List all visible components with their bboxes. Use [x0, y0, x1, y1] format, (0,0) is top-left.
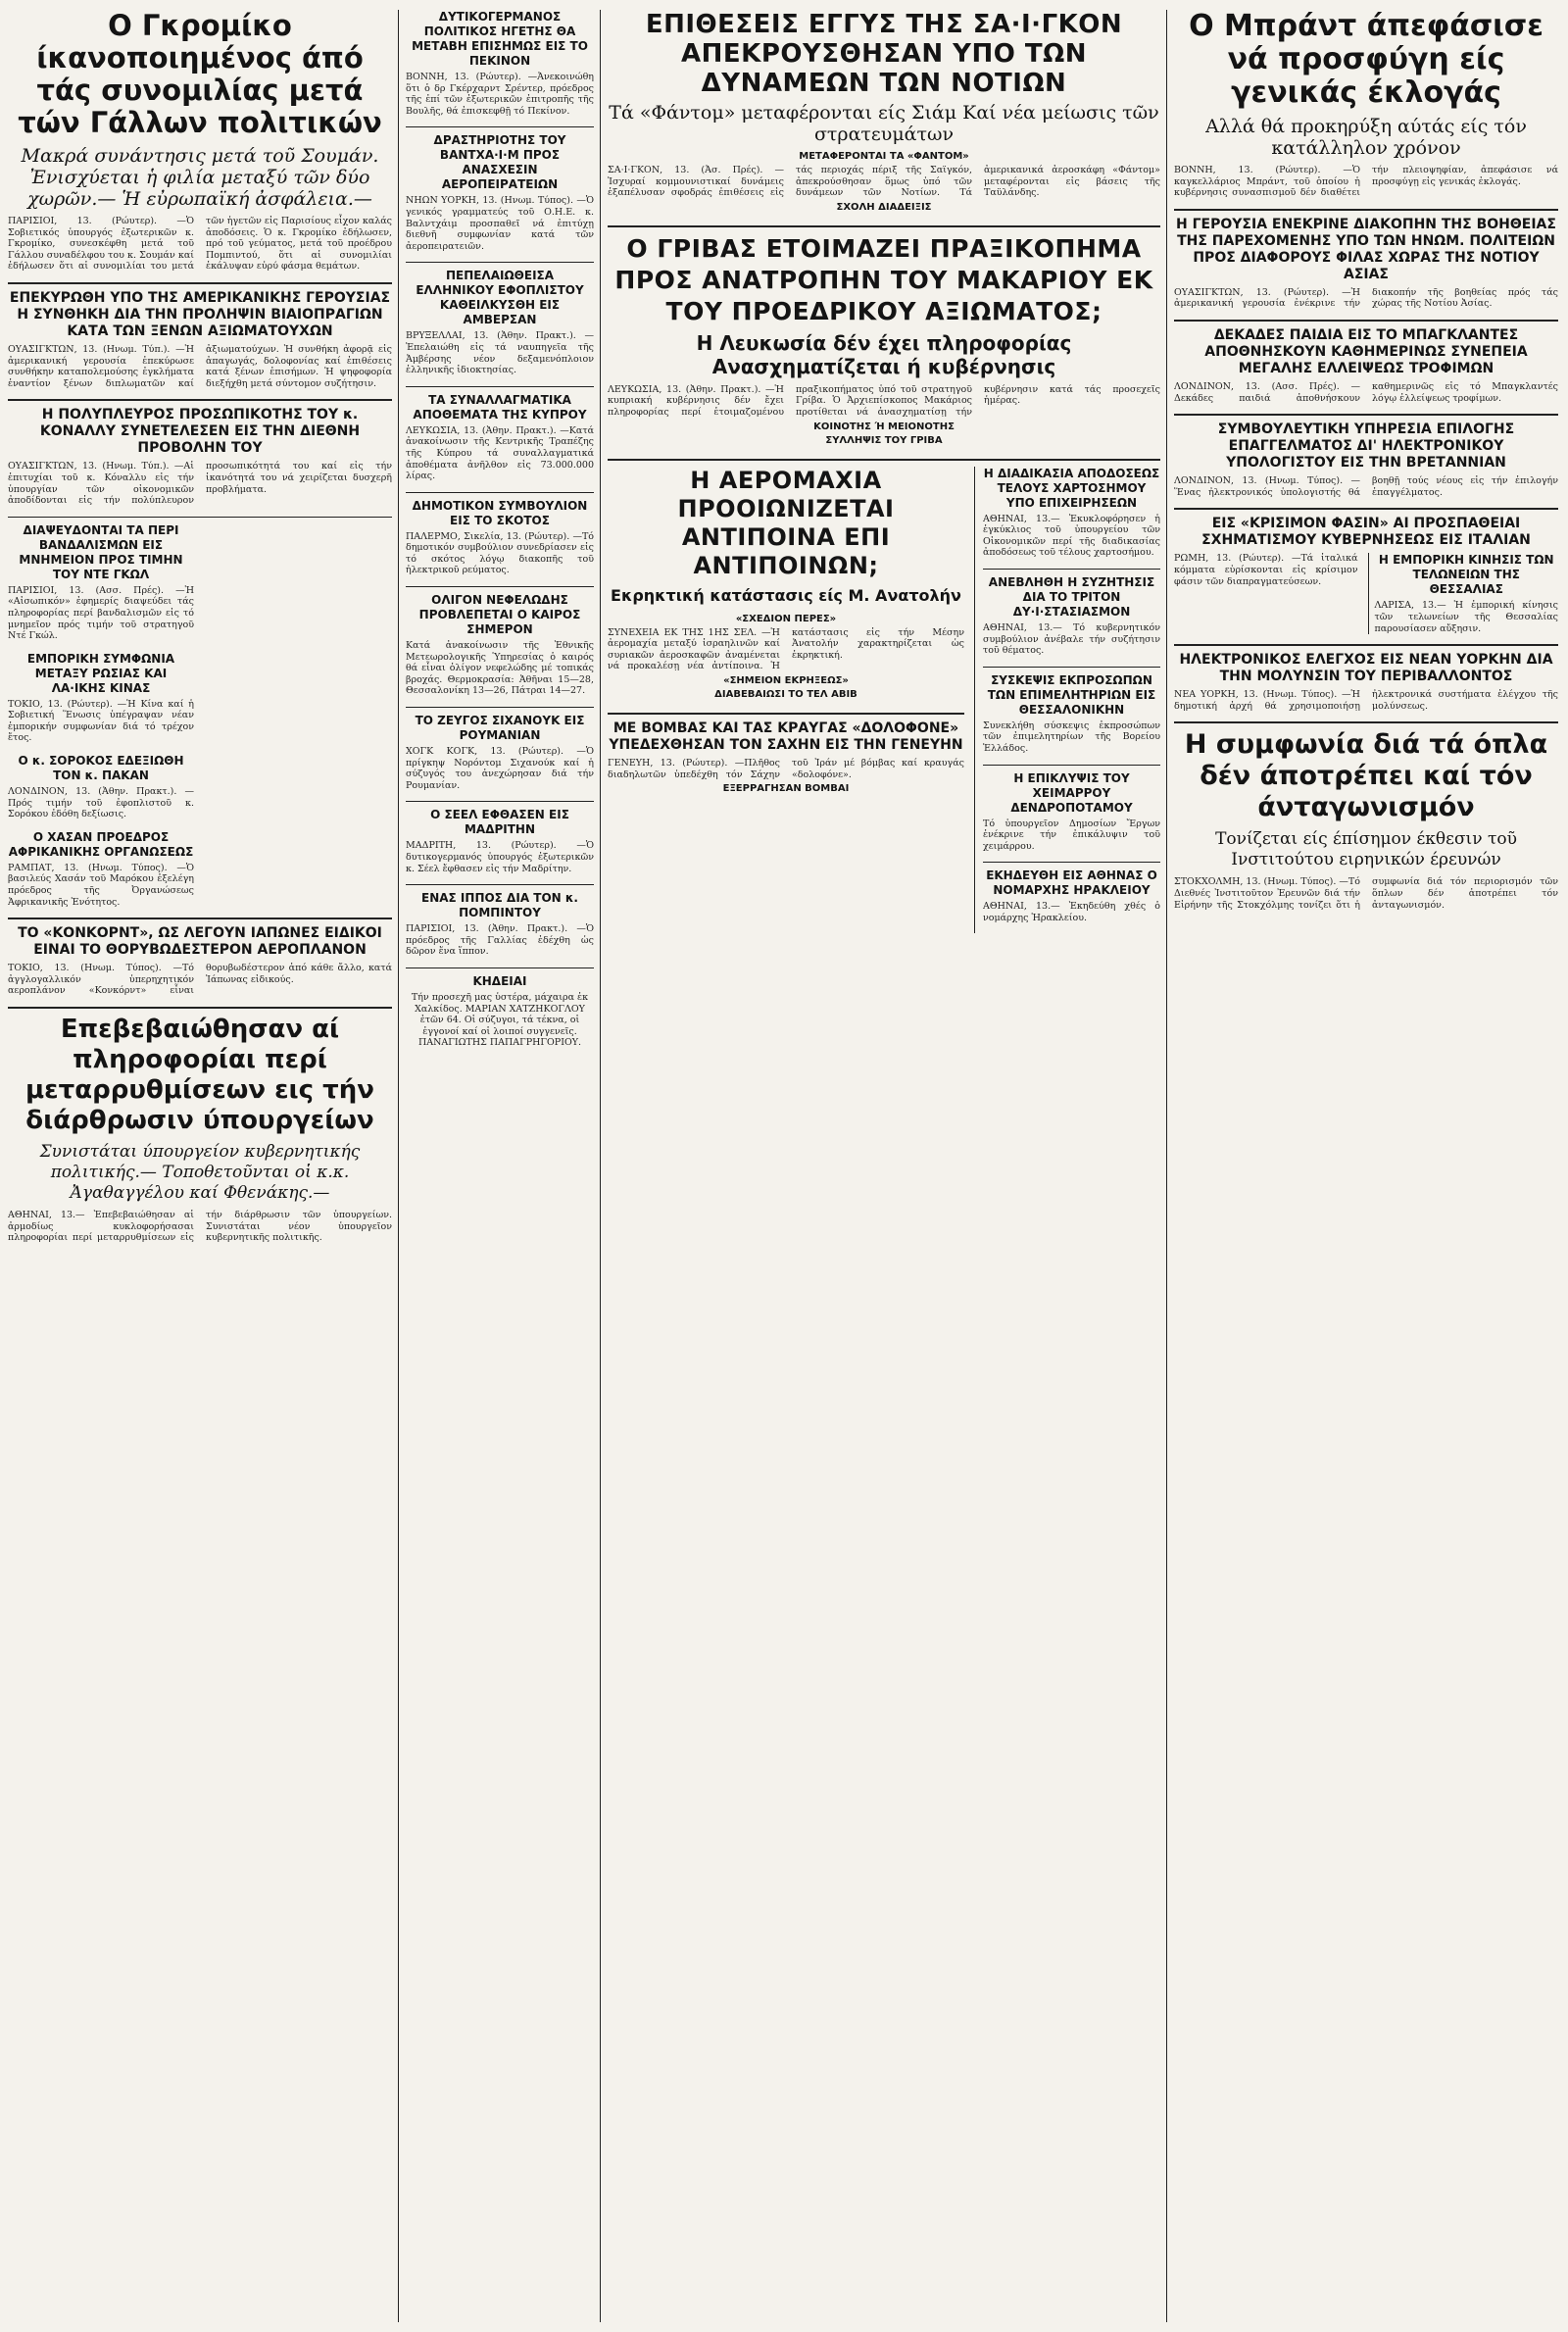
headline: ΔΕΚΑΔΕΣ ΠΑΙΔΙΑ ΕΙΣ ΤΟ ΜΠΑΓΚΛΑΝΤΕΣ ΑΠΟΘΝΗΣΚΟΥΝ ΚΑΘΗΜΕΡΙΝΩΣ ΣΥΝΕΠΕΙΑ ΜΕΓΑΛΗΣ ΕΛΛΕΙΨΕΩΣ ΤΡΟΦΙΜΩΝ — [1204, 326, 1528, 376]
subheadline: Μακρά συνάντησις μετά τοῦ Σουμάν. Ἐνισχύεται ἡ φιλία μεταξύ τῶν δύο χωρῶν.— Ἡ εὐρωπαϊκή ἀσφάλεια.— — [21, 145, 379, 210]
section-subhead: ΣΥΛΛΗΨΙΣ ΤΟΥ ΓΡΙΒΑ — [825, 434, 943, 446]
article-body: ΛΑΡΙΣΑ, 13.— Ἡ ἐμπορική κίνησις τῶν τελωνείων τῆς Θεσσαλίας παρουσίασεν αὔξησιν. — [1374, 600, 1558, 634]
article-new-york — [1174, 652, 1558, 712]
funeral-notices — [406, 974, 594, 1049]
article-body: ΝΕΑ ΥΟΡΚΗ, 13. (Ηνωμ. Τύπος). —Ἡ δημοτική ἀρχή θά χρησιμοποιήσῃ ἠλεκτρονικά συστήματα ἐλέγχου τῆς μολύνσεως. — [1174, 689, 1558, 712]
article-antwerp — [406, 269, 594, 375]
article-grivas — [608, 233, 1160, 449]
article-career-computer — [1174, 422, 1558, 498]
headline: ΕΝΑΣ ΙΠΠΟΣ ΔΙΑ ΤΟΝ κ. ΠΟΜΠΙΝΤΟΥ — [421, 891, 578, 920]
column-5 — [1174, 10, 1558, 2322]
subheadline: Αλλά θά προκηρύξη αύτάς είς τόν κατάλληλον χρόνον — [1205, 116, 1527, 159]
headline: ΔΗΜΟΤΙΚΟΝ ΣΥΜΒΟΥΛΙΟΝ ΕΙΣ ΤΟ ΣΚΟΤΟΣ — [412, 498, 588, 527]
headline: Επεβεβαιώθησαν αί πληροφορίαι περί μεταρρυθμίσεων εις τήν διάρθρωσιν ύπουργείων — [25, 1015, 374, 1135]
section-subhead: ΕΞΕΡΡΑΓΗΣΑΝ ΒΟΜΒΑΙ — [722, 783, 850, 795]
article-ministries — [8, 1015, 392, 1244]
section-subhead: ΚΟΙΝΟΤΗΣ Ή ΜΕΙΟΝΟΤΗΣ — [813, 421, 955, 432]
article-heraklion — [983, 868, 1160, 923]
article-hassan — [8, 830, 194, 908]
column-2 — [406, 10, 594, 2322]
headline: ΔΥΤΙΚΟΓΕΡΜΑΝΟΣ ΠΟΛΙΤΙΚΟΣ ΗΓΕΤΗΣ ΘΑ ΜΕΤΑΒΗ ΕΠΙΣΗΜΩΣ ΕΙΣ ΤΟ ΠΕΚΙΝΟΝ — [412, 10, 588, 68]
headline: Η ΠΟΛΥΠΛΕΥΡΟΣ ΠΡΟΣΩΠΙΚΟΤΗΣ ΤΟΥ κ. ΚΟΝΑΛΛΥ ΣΥΝΕΤΕΛΕΣΕΝ ΕΙΣ ΤΗΝ ΔΙΕΘΝΗ ΠΡΟΒΟΛΗΝ ΤΟΥ — [39, 407, 361, 457]
article-body: ΤΟΚΙΟ, 13. (Ηνωμ. Τύπος). —Τό ἀγγλογαλλικόν ὑπερηχητικόν αεροπλάνον «Κονκόρντ» εἶναι θορυβωδέστερον ἀπό κάθε ἄλλο, κατά Ἰάπωνας εἰδικούς. — [8, 963, 392, 997]
article-cyprus-reserves — [406, 393, 594, 482]
article-body: ΠΑΡΙΣΙΟΙ, 13. (Ἀθην. Πρακτ.). —Ὁ πρόεδρος τῆς Γαλλίας ἐδέχθη ὡς δῶρον ἕνα ἵππον. — [406, 923, 594, 958]
article-body: Τό ὑπουργεῖον Δημοσίων Ἔργων ἐνέκρινε τήν ἐπικάλυψιν τοῦ χειμάρρου. — [982, 818, 1160, 852]
lower-center-left — [608, 467, 964, 934]
article-pompidou-horse — [406, 891, 594, 958]
column-3 — [608, 10, 1160, 2322]
article-body: Κατά ἀνακοίνωσιν τῆς Ἐθνικῆς Μετεωρολογικῆς Ὑπηρεσίας ὁ καιρός θά εἶναι ὀλίγον νεφελώδης μέ τοπικάς βροχάς. Θερμοκρασία: Ἀθῆναι 15—28, Θεσσαλονίκη 13—26, Πάτραι 14—27. — [406, 640, 594, 697]
article-body: ΣΤΟΚΧΟΛΜΗ, 13. (Ηνωμ. Τύπος). —Τό Διεθνές Ἰνστιτοῦτον Ἐρευνῶν διά τήν Εἰρήνην τῆς Στοκχόλμης τονίζει ὅτι ἡ συμφωνία διά τόν περιορισμόν τῶν ὅπλων δέν ἀποτρέπει τόν ἀνταγωνισμόν. — [1174, 876, 1558, 911]
column-rule — [398, 10, 399, 2322]
headline: Ο Γκρομίκο ίκανοποιημένος άπό τάς συνομιλίας μετά τών Γάλλων πολιτικών — [18, 10, 382, 139]
headline: Ο ΓΡΙΒΑΣ ΕΤΟΙΜΑΖΕΙ ΠΡΑΞΙΚΟΠΗΜΑ ΠΡΟΣ ΑΝΑΤΡΟΠΗΝ ΤΟΥ ΜΑΚΑΡΙΟΥ ΕΚ ΤΟΥ ΠΡΟΕΔΡΙΚΟΥ ΑΞΙΩΜΑΤΟΣ; — [614, 233, 1153, 325]
headline: ΜΕ ΒΟΜΒΑΣ ΚΑΙ ΤΑΣ ΚΡΑΥΓΑΣ «ΔΟΛΟΦΟΝΕ» ΥΠΕΔΕΧΘΗΣΑΝ ΤΟΝ ΣΑΧΗΝ ΕΙΣ ΤΗΝ ΓΕΝΕΥΗΝ — [609, 719, 963, 753]
headline: ΑΝΕΒΛΗΘΗ Η ΣΥΖΗΤΗΣΙΣ ΔΙΑ ΤΟ ΤΡΙΤΟΝ ΔΥ·Ι·ΣΤΑΣΙΑΣΜΟΝ — [988, 574, 1155, 619]
headline: ΔΡΑΣΤΗΡΙΟΤΗΣ ΤΟΥ ΒΑΝΤΧΑ·Ι·Μ ΠΡΟΣ ΑΝΑΣΧΕΣΙΝ ΑΕΡΟΠΕΙΡΑΤΕΙΩΝ — [433, 133, 566, 192]
headline: Ο κ. ΣΟΡΟΚΟΣ ΕΔΕΞΙΩΘΗ ΤΟΝ κ. ΠΑΚΑΝ — [18, 754, 184, 783]
headline: ΔΙΑΨΕΥΔΟΝΤΑΙ ΤΑ ΠΕΡΙ ΒΑΝΔΑΛΙΣΜΩΝ ΕΙΣ ΜΝΗΜΕΙΟΝ ΠΡΟΣ ΤΙΜΗΝ ΤΟΥ ΝΤΕ ΓΚΩΛ — [19, 522, 183, 581]
article-body: ΓΕΝΕΥΗ, 13. (Ρώυτερ). —Πλῆθος διαδηλωτῶν ὑπεδέχθη τόν Σάχην τοῦ Ἰράν μέ βόμβας καί κραυγάς «δολοφόνε». — [608, 757, 964, 780]
headline: ΕΠΕΚΥΡΩΘΗ ΥΠΟ ΤΗΣ ΑΜΕΡΙΚΑΝΙΚΗΣ ΓΕΡΟΥΣΙΑΣ Η ΣΥΝΘΗΚΗ ΔΙΑ ΤΗΝ ΠΡΟΛΗΨΙΝ ΒΙΑΙΟΠΡΑΓΙΩΝ ΚΑΤΑ ΤΩΝ ΞΕΝΩΝ ΑΞΙΩΜΑΤΟΥΧΩΝ — [9, 289, 391, 339]
column-1 — [8, 10, 392, 2322]
headline: ΣΥΜΒΟΥΛΕΥΤΙΚΗ ΥΠΗΡΕΣΙΑ ΕΠΙΛΟΓΗΣ ΕΠΑΓΓΕΛΜΑΤΟΣ ΔΙ' ΗΛΕΚΤΡΟΝΙΚΟΥ ΥΠΟΛΟΓΙΣΤΟΥ ΕΙΣ ΤΗΝ ΒΡΕΤΑΝΝΙΑΝ — [1217, 422, 1515, 471]
article-palermo — [406, 499, 594, 576]
headline: ΤΟ ΖΕΥΓΟΣ ΣΙΧΑΝΟΥΚ ΕΙΣ ΡΟΥΜΑΝΙΑΝ — [415, 714, 585, 743]
article-scheel — [406, 808, 594, 874]
article-body: ΧΟΓΚ ΚΟΓΚ, 13. (Ρώυτερ). —Ὁ πρίγκηψ Νορόντομ Σιχανούκ καί ἡ σύζυγός του ἀνεχώρησαν διά τήν Ρουμανίαν. — [406, 746, 594, 791]
headline: Η ΑΕΡΟΜΑΧΙΑ ΠΡΟΟΙΩΝΙΖΕΤΑΙ ΑΝΤΙΠΟΙΝΑ ΕΠΙ ΑΝΤΙΠΟΙΝΩΝ; — [677, 466, 895, 579]
section-subhead: «ΣΗΜΕΙΟΝ ΕΚΡΗΞΕΩΣ» — [723, 674, 849, 686]
article-body: Τήν προσεχῆ μας ὑστέρα, μάχαιρα ἐκ Χαλκίδος. ΜΑΡΙΑΝ ΧΑΤΖΗΚΟΓΛΟΥ ἐτῶν 64. Οἱ σύζυγοι, τά τέκνα, οἱ ἐγγονοί καί οἱ λοιποί συγγενεῖς. ΠΑΝΑΓΙΩΤΗΣ ΠΑΠΑΓΡΗΓΟΡΙΟΥ. — [411, 991, 589, 1049]
headline: ΤΟ «ΚΟΝΚΟΡΝΤ», ΩΣ ΛΕΓΟΥΝ ΙΑΠΩΝΕΣ ΕΙΔΙΚΟΙ ΕΙΝΑΙ ΤΟ ΘΟΡΥΒΩΔΕΣΤΕΡΟΝ ΑΕΡΟΠΛΑΝΟΝ — [18, 925, 382, 959]
article-body: ΠΑΡΙΣΙΟΙ, 13. (Ασσ. Πρές). —Ἡ «Αἰσωπικόν» ἐφημερίς διαψεύδει τάς πληροφορίας περί βανδαλισμῶν εἰς τό μνημεῖον πρός τιμήν τοῦ στρατηγοῦ Ντέ Γκώλ. — [8, 584, 194, 642]
article-concorde — [8, 925, 392, 997]
headline: ΕΚΗΔΕΥΘΗ ΕΙΣ ΑΘΗΝΑΣ Ο ΝΟΜΑΡΧΗΣ ΗΡΑΚΛΕΙΟΥ — [986, 868, 1157, 898]
subheadline: Τά «Φάντομ» μεταφέρονται είς Σιάμ Καί νέα μείωσις τῶν στρατευμάτων — [609, 102, 1159, 145]
headline: ΟΛΙΓΟΝ ΝΕΦΕΛΩΔΗΣ ΠΡΟΒΛΕΠΕΤΑΙ Ο ΚΑΙΡΟΣ ΣΗΜΕΡΟΝ — [418, 593, 581, 637]
headline: Η ΓΕΡΟΥΣΙΑ ΕΝΕΚΡΙΝΕ ΔΙΑΚΟΠΗΝ ΤΗΣ ΒΟΗΘΕΙΑΣ ΤΗΣ ΠΑΡΕΧΟΜΕΝΗΣ ΥΠΟ ΤΩΝ ΗΝΩΜ. ΠΟΛΙΤΕΙΩΝ ΠΡΟΣ ΔΙΑΦΟΡΟΥΣ ΦΙΛΑΣ ΧΩΡΑΣ ΤΗΣ ΝΟΤΙΟΥ ΑΣΙΑΣ — [1176, 216, 1556, 282]
section-subhead: «ΣΧΕΔΙΟΝ ΠΕΡΕΣ» — [735, 613, 837, 624]
headline: ΣΥΣΚΕΨΙΣ ΕΚΠΡΟΣΩΠΩΝ ΤΩΝ ΕΠΙΜΕΛΗΤΗΡΙΩΝ ΕΙΣ ΘΕΣΣΑΛΟΝΙΚΗΝ — [987, 672, 1156, 717]
article-postponed — [983, 575, 1160, 657]
lower-center-right — [974, 467, 1160, 934]
headline: Η ΔΙΑΔΙΚΑΣΙΑ ΑΠΟΔΟΣΕΩΣ ΤΕΛΟΥΣ ΧΑΡΤΟΣΗΜΟΥ ΥΠΟ ΕΠΙΧΕΙΡΗΣΕΩΝ — [983, 466, 1160, 510]
article-shah-geneva — [608, 720, 964, 797]
headline: Ο ΣΕΕΛ ΕΦΘΑΣΕΝ ΕΙΣ ΜΑΔΡΙΤΗΝ — [430, 808, 569, 837]
article-italy — [1174, 516, 1558, 634]
article-saigon — [608, 10, 1160, 216]
article-weather — [406, 593, 594, 697]
subheadline: Εκρηκτική κατάστασις είς Μ. Ανατολήν — [611, 585, 961, 605]
headline: ΠΕΠΕΛΑΙΩΘΕΙΣΑ ΕΛΛΗΝΙΚΟΥ ΕΦΟΠΛΙΣΤΟΥ ΚΑΘΕΙΛΚΥΣΘΗ ΕΙΣ ΑΜΒΕΡΣΑΝ — [416, 269, 584, 327]
article-body: ΝΗΩΝ ΥΟΡΚΗ, 13. (Ηνωμ. Τύπος). —Ὁ γενικός γραμματεύς τοῦ Ο.Η.Ε. κ. Βαλντχάιμ προσπαθεῖ νά ἐπιτύχῃ διεθνῆ συμφωνίαν κατά τῶν ἀεροπειρατειῶν. — [406, 195, 594, 252]
subheadline: Συνιστάται ύπουργείον κυβερνητικής πολιτικής.— Τοποθετοῦνται οἱ κ.κ. Ἀγαθαγγέλου καί Φθενάκης.— — [39, 1142, 361, 1203]
article-bangladesh — [1174, 327, 1558, 404]
article-sorokos — [8, 754, 194, 820]
headline: Ο Μπράντ άπεφάσισε νά προσφύγη είς γενικάς έκλογάς — [1189, 10, 1544, 110]
article-body: ΜΑΔΡΙΤΗ, 13. (Ρώυτερ). —Ὁ δυτικογερμανός ὑπουργός ἐξωτερικῶν κ. Σέελ ἔφθασεν εἰς τήν Μαδρίτην. — [406, 840, 594, 874]
section-subhead: ΔΙΑΒΕΒΑΙΩΣΙ ΤΟ ΤΕΛ ΑΒΙΒ — [714, 688, 858, 700]
article-trade-agreement — [8, 652, 194, 744]
article-body: ΤΟΚΙΟ, 13. (Ρώυτερ). —Ἡ Κίνα καί ἡ Σοβιετική Ἕνωσις ὑπέγραψαν νέαν ἐμπορικήν συμφωνίαν διά τό τρέχον ἔτος. — [8, 698, 194, 744]
article-body: ΑΘΗΝΑΙ, 13.— Ἐκυκλοφόρησεν ἡ ἐγκύκλιος τοῦ ὑπουργείου τῶν Οἰκονομικῶν περί τῆς διαδικασίας ἀποδόσεως τοῦ τέλους χαρτοσήμου. — [982, 513, 1160, 559]
article-air-battle — [608, 467, 964, 703]
article-body: ΒΟΝΝΗ, 13. (Ρώυτερ). —Ἀνεκοινώθη ὅτι ὁ δρ Γκέρχαρντ Σρέντερ, πρόεδρος τῆς ἐπί τῶν ἐξωτερικῶν ἐπιτροπῆς τῆς Βουλῆς, θά ἐπισκεφθῇ τό Πεκίνον. — [406, 72, 594, 117]
headline: Ο ΧΑΣΑΝ ΠΡΟΕΔΡΟΣ ΑΦΡΙΚΑΝΙΚΗΣ ΟΡΓΑΝΩΣΕΩΣ — [8, 829, 194, 859]
headline: ΕΠΙΘΕΣΕΙΣ ΕΓΓΥΣ ΤΗΣ ΣΑ·Ι·ΓΚΟΝ ΑΠΕΚΡΟΥΣΘΗΣΑΝ ΥΠΟ ΤΩΝ ΔΥΝΑΜΕΩΝ ΤΩΝ ΝΟΤΙΩΝ — [645, 10, 1123, 98]
article-brandt — [1174, 10, 1558, 199]
headline: Η ΕΠΙΚΛΥΨΙΣ ΤΟΥ ΧΕΙΜΑΡΡΟΥ ΔΕΝΔΡΟΠΟΤΑΜΟΥ — [1010, 770, 1133, 815]
article-waldheim — [406, 133, 594, 252]
headline: ΕΙΣ «ΚΡΙΣΙΜΟΝ ΦΑΣΙΝ» ΑΙ ΠΡΟΣΠΑΘΕΙΑΙ ΣΧΗΜΑΤΙΣΜΟΥ ΚΥΒΕΡΝΗΣΕΩΣ ΕΙΣ ΙΤΑΛΙΑΝ — [1201, 516, 1531, 549]
article-body: ΒΡΥΞΕΛΛΑΙ, 13. (Ἀθην. Πρακτ.). —Ἐπελαιώθη εἰς τά ναυπηγεῖα τῆς Ἀμβέρσης νέον δεξαμενόπλοιον ἑλληνικῆς ἰδιοκτησίας. — [406, 330, 594, 376]
article-body: ΡΩΜΗ, 13. (Ρώυτερ). —Τά ἰταλικά κόμματα εὑρίσκονται εἰς κρίσιμον φάσιν τῶν διαπραγματεύσεων. — [1174, 553, 1358, 587]
article-arms-agreement — [1174, 729, 1558, 911]
article-body: Συνεκλήθη σύσκεψις ἐκπροσώπων τῶν ἐπιμελητηρίων τῆς Βορείου Ἑλλάδος. — [982, 719, 1160, 754]
article-body: ΠΑΡΙΣΙΟΙ, 13. (Ρώυτερ). —Ὁ Σοβιετικός ὑπουργός ἐξωτερικῶν κ. Γκρομίκο, συνεσκέφθη μετά τοῦ Γάλλου συναδέλφου του κ. Σουμάν καί ἐδήλωσεν ὅτι αἱ συνομιλίαι του μετά τῶν ἡγετῶν εἰς Παρισίους εἶχον καλάς ἀποδόσεις. Ὁ κ. Γκρομίκο ἐδήλωσεν, πρό τοῦ γεύματος, μετά τοῦ προέδρου Πομπιντού, ὅτι αἱ συνομιλίαι ἐκάλυψαν εὐρύ φάσμα θεμάτων. — [8, 216, 392, 273]
article-body: ΠΑΛΕΡΜΟ, Σικελία, 13. (Ρώυτερ). —Τό δημοτικόν συμβούλιον συνεδρίασεν εἰς τό σκότος λόγῳ διακοπῆς τοῦ ἠλεκτρικοῦ ρεύματος. — [406, 530, 594, 576]
article-body: ΛΕΥΚΩΣΙΑ, 13. (Ἀθην. Πρακτ.). —Κατά ἀνακοίνωσιν τῆς Κεντρικῆς Τραπέζης τῆς Κύπρου τά συναλλαγματικά ἀποθέματα ἀνῆλθον εἰς 73.000.000 λίρας. — [406, 424, 594, 482]
article-thessaly — [1368, 553, 1559, 634]
article-body: ΑΘΗΝΑΙ, 13.— Ἐπεβεβαιώθησαν αἱ ἀρμοδίως κυκλοφορήσασαι πληροφορίαι περί μεταρρυθμίσεων εἰς τήν διάρθρωσιν τῶν ὑπουργείων. Συνιστάται νέον ὑπουργεῖον κυβερνητικῆς πολιτικῆς. — [8, 1210, 392, 1244]
article-senate-aid — [1174, 217, 1558, 310]
lower-center-block — [608, 467, 1160, 934]
subheadline: Η Λευκωσία δέν έχει πληροφορίας Ανασχηματίζεται ή κυβέρνησις — [696, 330, 1072, 378]
article-torrent — [983, 771, 1160, 853]
headline: Η συμφωνία διά τά όπλα δέν άποτρέπει καί τόν άνταγωνισμόν — [1184, 729, 1548, 823]
column-rule — [1166, 10, 1167, 2322]
article-body: ΡΑΜΠΑΤ, 13. (Ηνωμ. Τύπος). —Ὁ βασιλεύς Χασάν τοῦ Μαρόκου ἐξελέγη πρόεδρος τῆς Ὀργανώσεως Ἀφρικανικῆς Ἑνότητος. — [8, 862, 194, 908]
article-body: ΣΑ·Ι·ΓΚΟΝ, 13. (Ἀσ. Πρές). —Ἰσχυραί κομμουνιστικαί δυνάμεις ἐξαπέλυσαν σφοδράς ἐπιθέσεις εἰς τάς περιοχάς πέριξ τῆς Σαϊγκόν, ἀπεκρούσθησαν ὅμως ὑπό τῶν δυνάμεων τῶν Νοτίων. Τά ἀμερικανικά ἀεροσκάφη «Φάντομ» μεταφέρονται εἰς βάσεις τῆς Ταϋλάνδης. — [608, 165, 1160, 199]
article-gromyko — [8, 10, 392, 273]
article-schroeder — [406, 10, 594, 117]
article-body: ΛΕΥΚΩΣΙΑ, 13. (Ἀθην. Πρακτ.). —Ἡ κυπριακή κυβέρνησις δέν ἔχει πληροφορίας περί ἑτοιμαζομένου πραξικοπήματος ὑπό τοῦ στρατηγοῦ Γρίβα. Ὁ Ἀρχιεπίσκοπος Μακάριος προτίθεται νά ἀνασχηματίσῃ τήν κυβέρνησιν κατά τάς προσεχεῖς ἡμέρας. — [608, 383, 1160, 418]
article-body: ΒΟΝΝΗ, 13. (Ρώυτερ). —Ὁ καγκελλάριος Μπράντ, τοῦ ὁποίου ἡ κυβέρνησις συνασπισμοῦ δέν διαθέτει τήν πλειοψηφίαν, ἀπεφάσισε νά προσφύγῃ εἰς γενικάς ἐκλογάς. — [1174, 165, 1558, 199]
article-body: ΟΥΑΣΙΓΚΤΩΝ, 13. (Ρώυτερ). —Ἡ ἀμερικανική γερουσία ἐνέκρινε τήν διακοπήν τῆς βοηθείας πρός τάς χώρας τῆς Νοτίου Ἀσίας. — [1174, 286, 1558, 310]
article-body: ΛΟΝΔΙΝΟΝ, 13. (Ασσ. Πρές). —Δεκάδες παιδιά ἀποθνήσκουν καθημερινῶς εἰς τό Μπαγκλαντές λόγῳ ἐλλείψεως τροφίμων. — [1174, 380, 1558, 404]
article-stamp-duty — [983, 467, 1160, 559]
article-body: ΑΘΗΝΑΙ, 13.— Ἐκηδεύθη χθές ὁ νομάρχης Ἡρακλείου. — [982, 901, 1160, 923]
article-de-gaulle — [8, 523, 194, 642]
headline: ΕΜΠΟΡΙΚΗ ΣΥΜΦΩΝΙΑ ΜΕΤΑΞΥ ΡΩΣΙΑΣ ΚΑΙ ΛΑ·ΙΚΗΣ ΚΙΝΑΣ — [26, 651, 175, 695]
subheadline: Τονίζεται είς έπίσημον έκθεσιν τοῦ Ινστιτούτου ειρηνικών έρευνών — [1215, 829, 1517, 870]
article-body: ΑΘΗΝΑΙ, 13.— Τό κυβερνητικόν συμβούλιον ἀνέβαλε τήν συζήτησιν τοῦ θέματος. — [982, 621, 1160, 657]
headline: ΚΗΔΕΙΑΙ — [472, 973, 527, 988]
article-body: ΟΥΑΣΙΓΚΤΩΝ, 13. (Ηνωμ. Τύπ.). —Ἡ ἀμερικανική γερουσία ἐπεκύρωσε συνθήκην καταπολεμούσης ἐγκλήματα ἐναντίον ξένων διπλωματῶν καί ἀξιωματούχων. Ἡ συνθήκη ἀφορᾷ εἰς ἀπαγωγάς, δολοφονίας καί ἐπιθέσεις κατά ξένων ἐπισήμων. Ἡ ψηφοφορία διεξήχθη μετά σύντομον συζήτησιν. — [8, 343, 392, 389]
section-subhead: ΜΕΤΑΦΕΡΟΝΤΑΙ ΤΑ «ΦΑΝΤΟΜ» — [799, 151, 969, 162]
article-body: ΛΟΝΔΙΝΟΝ, 13. (Ηνωμ. Τύπος). —Ἕνας ἠλεκτρονικός ὑπολογιστής θά βοηθῇ τούς νέους εἰς τήν ἐπιλογήν ἐπαγγέλματος. — [1174, 475, 1558, 498]
column-rule — [600, 10, 601, 2322]
article-body: ΣΥΝΕΧΕΙΑ ΕΚ ΤΗΣ 1ΗΣ ΣΕΛ. —Ἡ ἀερομαχία μεταξύ ἰσραηλινῶν καί συριακῶν ἀεροσκαφῶν ἀναμένεται νά προκαλέσῃ νέα ἀντίποινα. Ἡ κατάστασις εἰς τήν Μέσην Ἀνατολήν χαρακτηρίζεται ὡς ἐκρηκτική. — [608, 626, 964, 672]
headline: ΗΛΕΚΤΡΟΝΙΚΟΣ ΕΛΕΓΧΟΣ ΕΙΣ ΝΕΑΝ ΥΟΡΚΗΝ ΔΙΑ ΤΗΝ ΜΟΛΥΝΣΙΝ ΤΟΥ ΠΕΡΙΒΑΛΛΟΝΤΟΣ — [1179, 652, 1553, 685]
article-sihanouk — [406, 714, 594, 791]
article-body: ΛΟΝΔΙΝΟΝ, 13. (Ἀθην. Πρακτ.). —Πρός τιμήν τοῦ ἐφοπλιστοῦ κ. Σορόκου ἐδόθη δεξίωσις. — [8, 786, 194, 820]
article-us-senate — [8, 290, 392, 389]
headline: Η ΕΜΠΟΡΙΚΗ ΚΙΝΗΣΙΣ ΤΩΝ ΤΕΛΩΝΕΙΩΝ ΤΗΣ ΘΕΣΣΑΛΙΑΣ — [1378, 553, 1554, 597]
article-chambers — [983, 673, 1160, 755]
article-connally — [8, 407, 392, 506]
headline: ΤΑ ΣΥΝΑΛΛΑΓΜΑΤΙΚΑ ΑΠΟΘΕΜΑΤΑ ΤΗΣ ΚΥΠΡΟΥ — [413, 392, 587, 422]
article-body: ΟΥΑΣΙΓΚΤΩΝ, 13. (Ηνωμ. Τύπ.). —Αἱ ἐπιτυχίαι τοῦ κ. Κόναλλυ εἰς τήν ὑπουργίαν τῶν οἰκονομικῶν ἀποδίδονται εἰς τήν πολύπλευρον προσωπικότητά του καί εἰς τήν ἱκανότητά του νά χειρίζεται δυσχερῆ προβλήματα. — [8, 461, 392, 507]
section-subhead: ΣΧΟΛΗ ΔΙΑΔΕΙΞΙΣ — [836, 201, 932, 213]
